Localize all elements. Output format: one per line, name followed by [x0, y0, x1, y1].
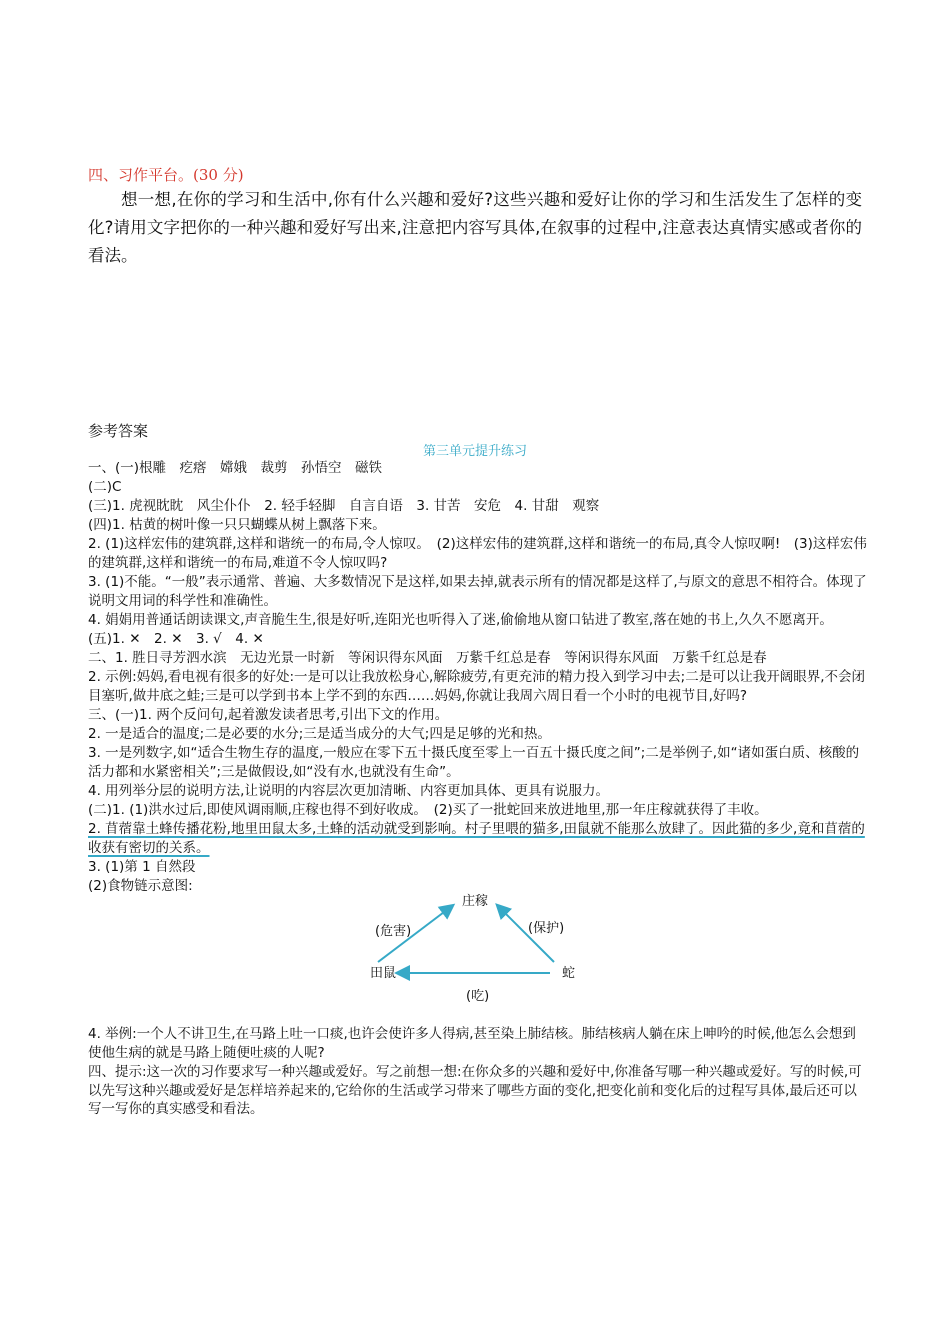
answer-line: 二、1. 胜日寻芳泗水滨 无边光景一时新 等闲识得东风面 万紫千红总是春 等闲识得东风面 万紫千红总是春: [88, 650, 767, 666]
answer-line-highlighted: 2. 苜蓿靠土蜂传播花粉,地里田鼠太多,土蜂的活动就受到影响。村子里喂的猫多,田鼠就不能那么放肆了。因此猫的多少,竟和苜蓿的收获有密切的关系。: [88, 821, 865, 856]
answer-line: 2. 示例:妈妈,看电视有很多的好处:一是可以让我放松身心,解除疲劳,有更充沛的精力投入到学习中去;二是可以让我开阔眼界,不会闭目塞听,做井底之蛙;三是可以学到书本上学不到的东西……妈妈,你就让我周六周日看一个小时的电视节目,好吗?: [88, 669, 865, 704]
answer-line: 2. (1)这样宏伟的建筑群,这样和谐统一的布局,令人惊叹。 (2)这样宏伟的建筑群,这样和谐统一的布局,真令人惊叹啊! (3)这样宏伟的建筑群,这样和谐统一的布局,难道不令人惊叹吗?: [88, 536, 867, 571]
answer-line: 四、提示:这一次的习作要求写一种兴趣或爱好。写之前想一想:在你众多的兴趣和爱好中,你准备写哪一种兴趣或爱好。写的时候,可以先写这种兴趣或爱好是怎样培养起来的,它给你的生活或学习带来了哪些方面的变化,把变化前和变化后的过程写具体,最后还可以写一写你的真实感受和看法。: [88, 1064, 862, 1117]
label-protect: (保护): [528, 921, 565, 936]
answer-line: 3. (1)不能。“一般”表示通常、普遍、大多数情况下是这样,如果去掉,就表示所有的情况都是这样了,与原文的意思不相符合。体现了说明文用词的科学性和准确性。: [88, 574, 867, 609]
answer-line: (二)C: [88, 479, 122, 495]
label-eat: (吃): [466, 989, 490, 1004]
answer-line: 三、(一)1. 两个反问句,起着激发读者思考,引出下文的作用。: [88, 707, 449, 723]
writing-prompt: 想一想,在你的学习和生活中,你有什么兴趣和爱好?这些兴趣和爱好让你的学习和生活发生了怎样的变化?请用文字把你的一种兴趣和爱好写出来,注意把内容写具体,在叙事的过程中,注意表达真情实感或者你的看法。: [88, 190, 862, 265]
answers-heading: 参考答案: [88, 422, 149, 440]
node-crop: 庄稼: [462, 894, 489, 909]
answer-line: 4. 举例:一个人不讲卫生,在马路上吐一口痰,也许会使许多人得病,甚至染上肺结核。肺结核病人躺在床上呻吟的时候,他怎么会想到使他生病的就是马路上随便吐痰的人呢?: [88, 1026, 856, 1061]
section-title: 四、习作平台。(30 分): [88, 166, 244, 184]
answer-line: (五)1. ✕ 2. ✕ 3. √ 4. ✕: [88, 631, 264, 647]
node-snake: 蛇: [562, 966, 576, 981]
answer-line: 4. 娟娟用普通话朗读课文,声音脆生生,很是好听,连阳光也听得入了迷,偷偷地从窗口钻进了教室,落在她的书上,久久不愿离开。: [88, 612, 833, 628]
answer-line: 一、(一)根雕 疙瘩 嫦娥 裁剪 孙悟空 磁铁: [88, 460, 383, 476]
answer-line: 3. 一是列数字,如“适合生物生存的温度,一般应在零下五十摄氏度至零上一百五十摄氏度之间”;二是举例子,如“诸如蛋白质、核酸的活力都和水紧密相关”;三是做假设,如“没有水,也就没有生命”。: [88, 745, 860, 780]
answer-line: (三)1. 虎视眈眈 风尘仆仆 2. 轻手轻脚 自言自语 3. 甘苦 安危 4. 甘甜 观察: [88, 498, 600, 514]
answer-line: 2. 一是适合的温度;二是必要的水分;三是适当成分的大气;四是足够的光和热。: [88, 726, 551, 742]
food-chain-diagram: [350, 880, 590, 1010]
unit-title: 第三单元提升练习: [422, 444, 527, 459]
answer-line: 4. 用列举分层的说明方法,让说明的内容层次更加清晰、内容更加具体、更具有说服力。: [88, 783, 609, 799]
answer-line: (2)食物链示意图:: [88, 878, 193, 894]
answer-line: (四)1. 枯黄的树叶像一只只蝴蝶从树上飘落下来。: [88, 517, 386, 533]
label-harm: (危害): [375, 924, 412, 939]
node-rat: 田鼠: [370, 966, 397, 981]
answer-line: 3. (1)第 1 自然段: [88, 859, 196, 875]
answer-line: (二)1. (1)洪水过后,即使风调雨顺,庄稼也得不到好收成。 (2)买了一批蛇回来放进地里,那一年庄稼就获得了丰收。: [88, 802, 768, 818]
